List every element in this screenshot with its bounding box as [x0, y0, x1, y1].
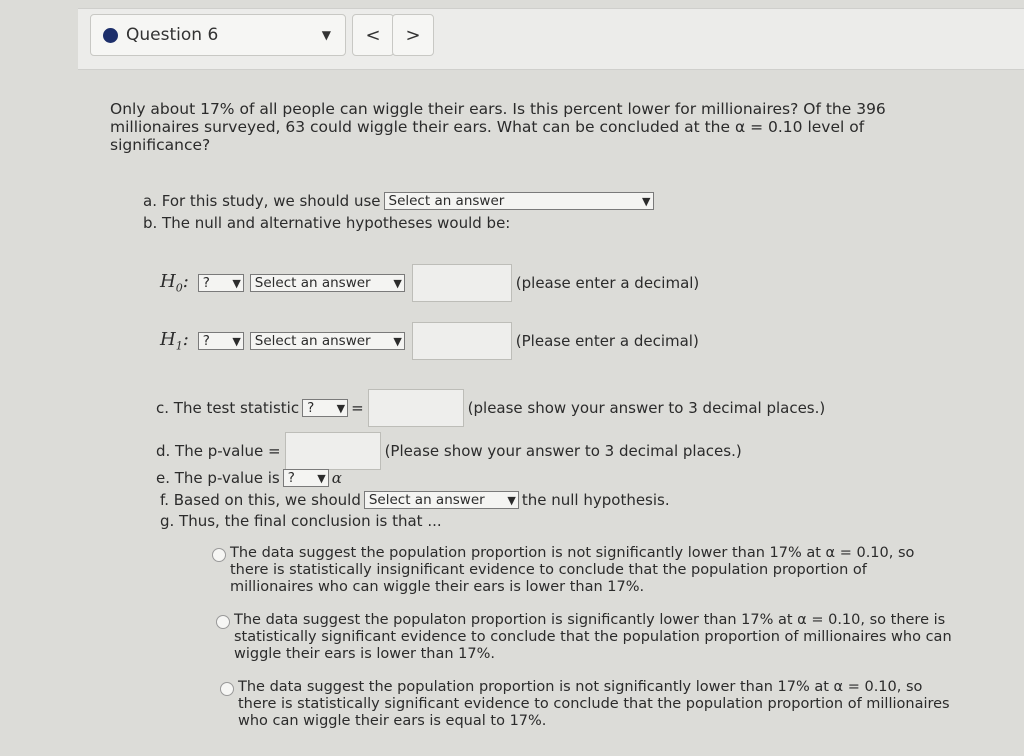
part-b-label: b. The null and alternative hypotheses would be: [143, 214, 511, 232]
p-value-input[interactable] [285, 432, 381, 470]
part-d-hint: (Please show your answer to 3 decimal places.) [384, 442, 742, 460]
decision-select-value: Select an answer [368, 492, 485, 508]
h0-relation-select[interactable] [250, 274, 405, 292]
equals-sign: = [351, 399, 364, 417]
conclusion-option-3[interactable] [220, 679, 960, 730]
question-body [110, 100, 930, 154]
part-f-tail: the null hypothesis. [521, 491, 670, 509]
radio-button[interactable] [212, 548, 226, 562]
h1-relation-select[interactable] [250, 332, 405, 350]
conclusion-option-2[interactable] [216, 612, 956, 663]
h0-label: $H_0$: [160, 271, 189, 295]
h0-relation-value: Select an answer [254, 275, 371, 291]
chevron-down-icon: ▼ [507, 493, 516, 507]
part-c-label: c. The test statistic [156, 399, 300, 417]
conclusion-option-3-text: The data suggest the population proportion is not significantly lower than 17% at α = 0.10, so there is statistically significant evidence to conclude that the population proportion of millionaires who can wiggle their ears is equal to 17%. [238, 679, 950, 729]
part-g-label: g. Thus, the final conclusion is that ... [160, 512, 442, 530]
test-statistic-input[interactable] [368, 389, 464, 427]
part-d-row [156, 432, 742, 470]
chevron-down-icon: ▼ [393, 276, 402, 290]
test-statistic-select[interactable] [302, 399, 348, 417]
next-question-button[interactable]: > [392, 14, 434, 56]
conclusion-option-1-text: The data suggest the population proportion is not significantly lower than 17% at α = 0.10, so there is statistically insignificant evidence to conclude that the population proportion of millionaires who can wiggle their ears is lower than 17%. [230, 545, 915, 595]
chevron-down-icon: ▼ [336, 401, 346, 415]
radio-button[interactable] [220, 682, 234, 696]
chevron-down-icon: ▼ [232, 276, 241, 290]
part-e-label: e. The p-value is [156, 469, 280, 487]
h0-parameter-value: ? [202, 275, 210, 291]
chevron-down-icon: ▼ [317, 471, 326, 485]
part-d-label: d. The p-value = [156, 442, 281, 460]
part-c-hint: (please show your answer to 3 decimal places.) [467, 399, 826, 417]
conclusion-option-1[interactable] [212, 545, 952, 596]
chevron-down-icon: ▼ [393, 334, 402, 348]
h1-label: $H_1$: [160, 329, 189, 353]
question-text: Only about 17% of all people can wiggle their ears. Is this percent lower for millionaires? Of the 396 millionaires surveyed, 63 could wiggle their ears. What can be concluded at the α = 0.10 level of significance? [110, 100, 886, 154]
part-a-row [143, 192, 657, 210]
h0-hint: (please enter a decimal) [515, 274, 700, 292]
p-value-comparison-select[interactable] [283, 469, 329, 487]
h0-parameter-select[interactable] [198, 274, 244, 292]
part-b-row [143, 214, 510, 232]
decision-select[interactable] [364, 491, 519, 509]
part-a-label: a. For this study, we should use [143, 192, 381, 210]
conclusion-option-2-text: The data suggest the populaton proportion is significantly lower than 17% at α = 0.10, so there is statistically significant evidence to conclude that the population proportion of millionaires who can wiggle their ears is lower than 17%. [234, 612, 952, 662]
part-g-row [160, 512, 442, 530]
h1-hint: (Please enter a decimal) [515, 332, 699, 350]
status-dot-icon [103, 28, 118, 43]
question-selector[interactable] [90, 14, 346, 56]
test-type-select-value: Select an answer [388, 193, 505, 209]
chevron-down-icon: ▼ [232, 334, 241, 348]
h0-row [160, 264, 699, 302]
caret-down-icon[interactable]: ▼ [321, 28, 331, 42]
part-e-row [156, 469, 342, 487]
h1-parameter-value: ? [202, 333, 210, 349]
alpha-symbol: α [331, 469, 342, 487]
test-type-select[interactable] [384, 192, 654, 210]
h1-row [160, 322, 699, 360]
part-f-row [160, 491, 670, 509]
p-value-comparison-value: ? [287, 470, 295, 486]
test-statistic-select-value: ? [307, 400, 315, 416]
previous-question-button[interactable]: < [352, 14, 394, 56]
radio-button[interactable] [216, 615, 230, 629]
question-title: Question 6 [126, 25, 219, 45]
h1-relation-value: Select an answer [254, 333, 371, 349]
part-c-row [156, 389, 825, 427]
chevron-down-icon: ▼ [642, 194, 651, 208]
part-f-label: f. Based on this, we should [160, 491, 361, 509]
h1-value-input[interactable] [412, 322, 512, 360]
h0-value-input[interactable] [412, 264, 512, 302]
h1-parameter-select[interactable] [198, 332, 244, 350]
